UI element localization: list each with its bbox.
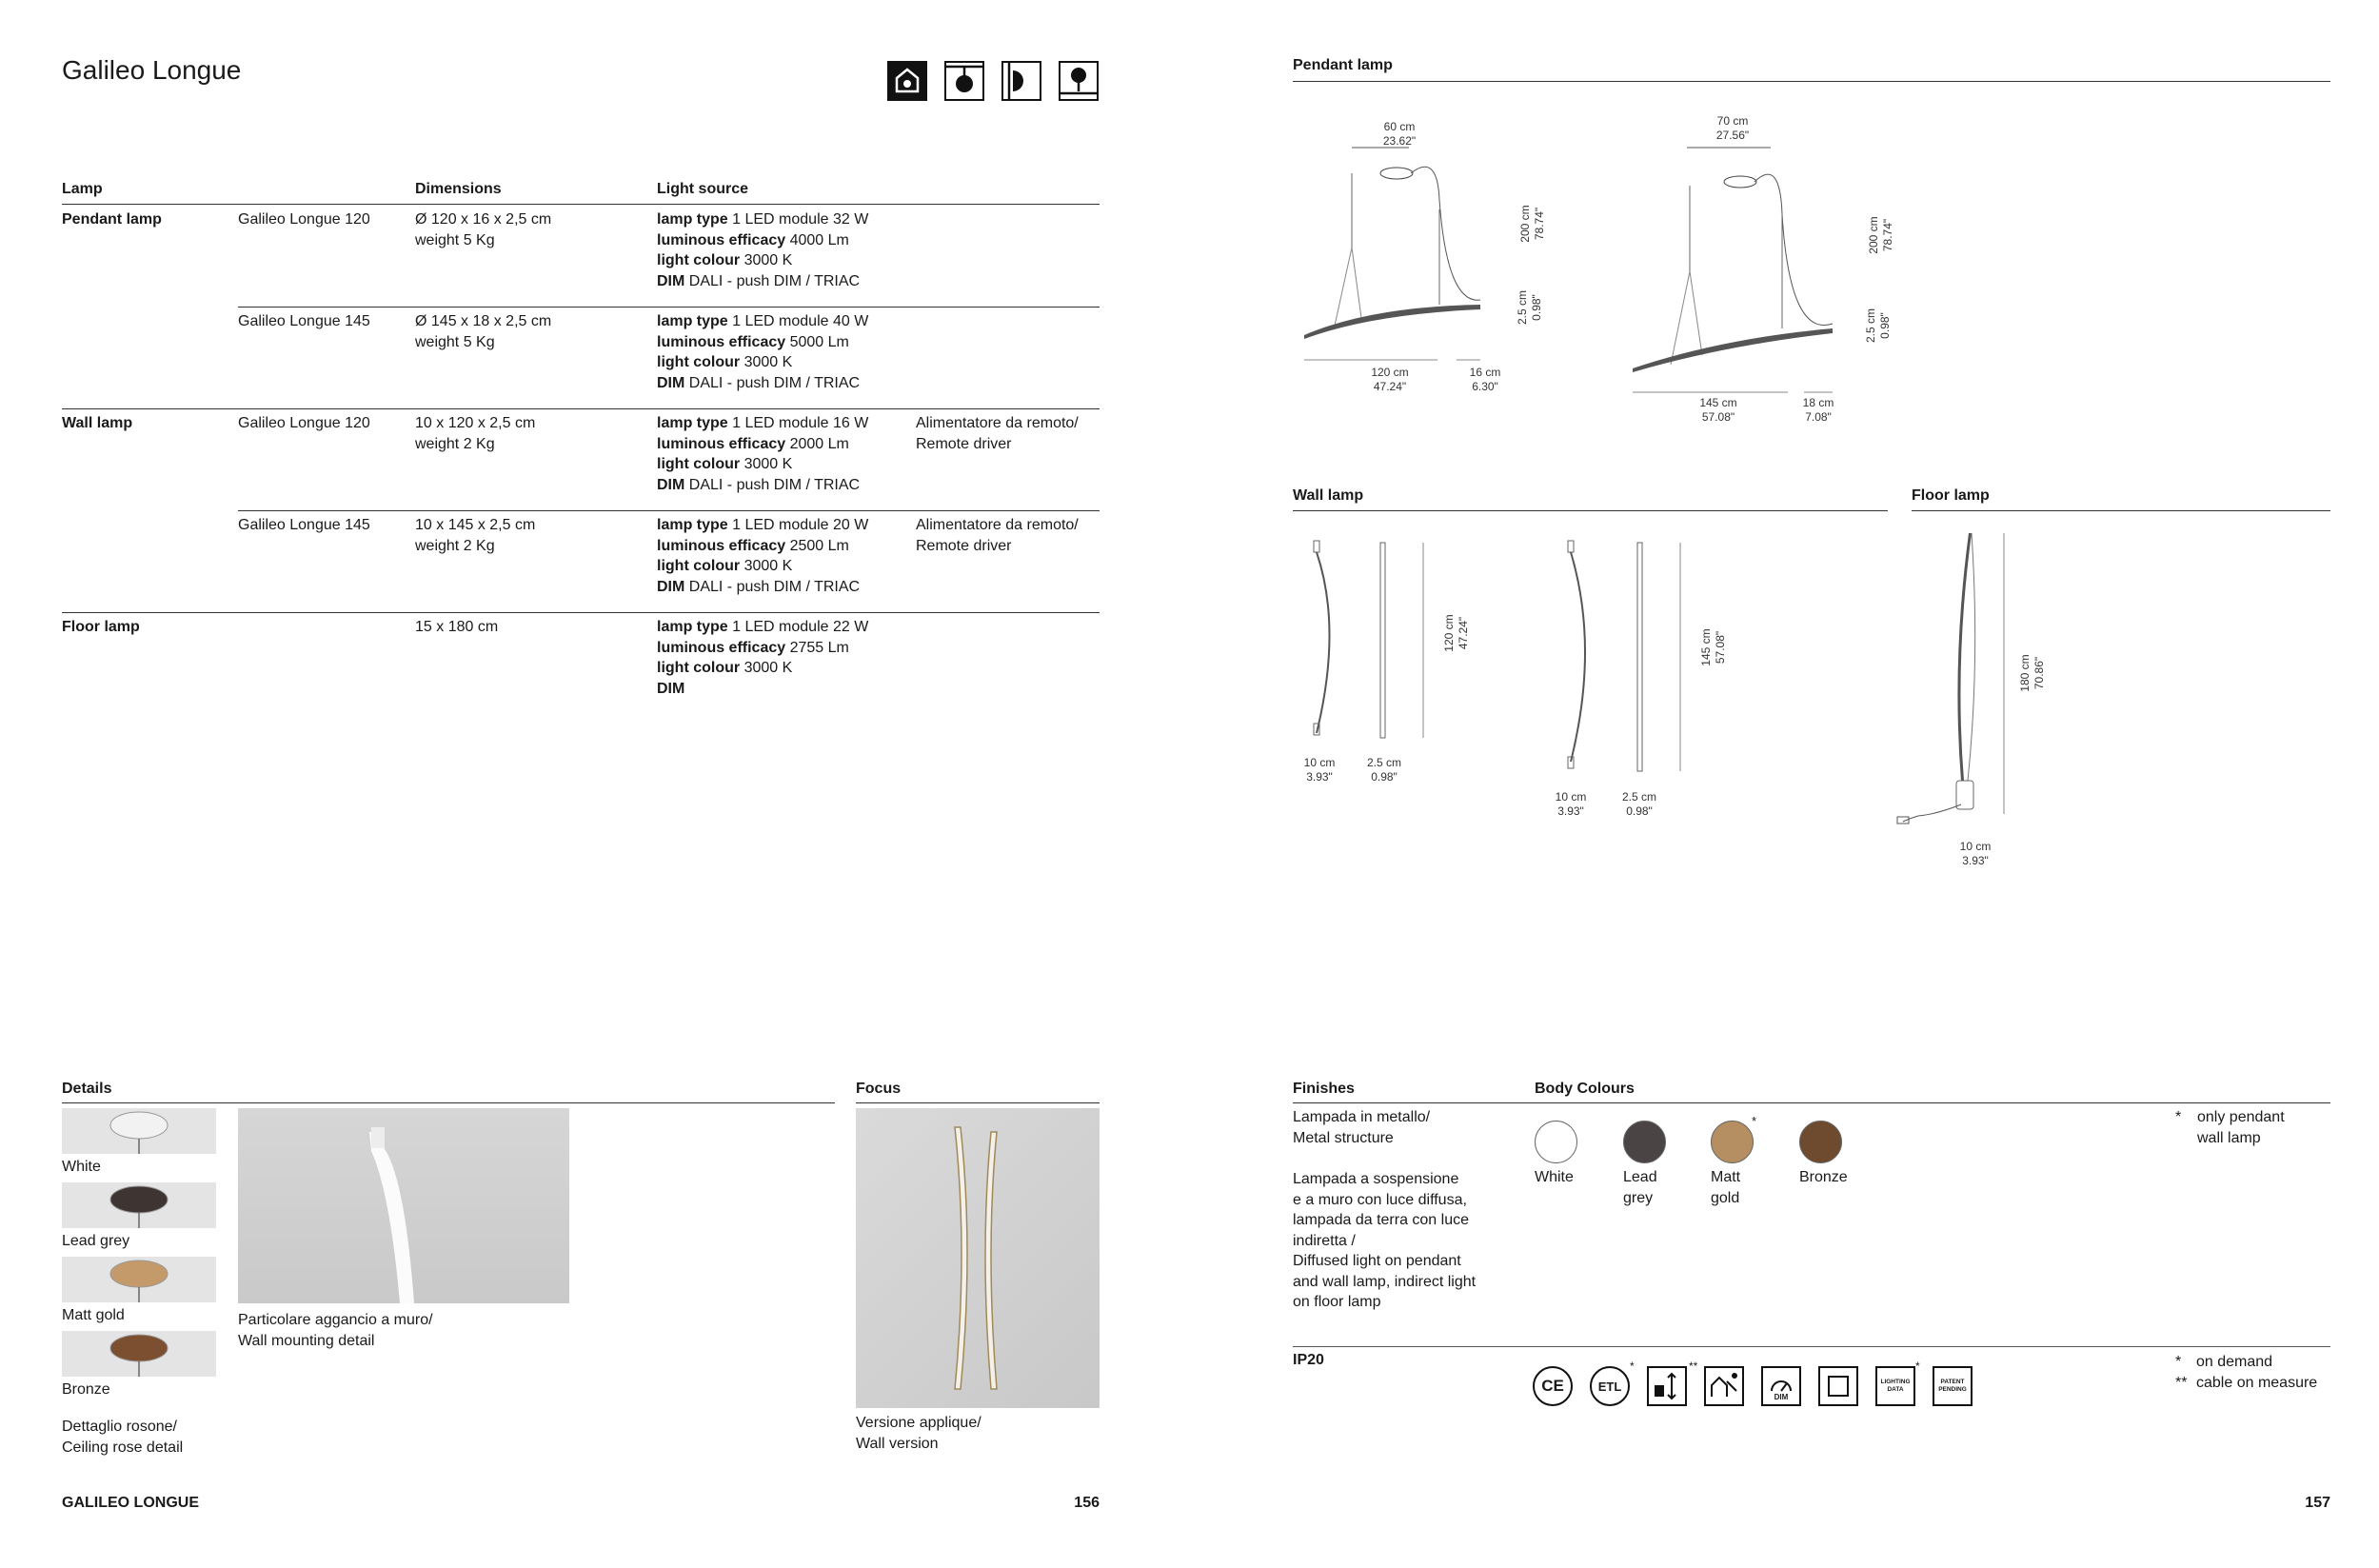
floor-width-dim: 10 cm 3.93" xyxy=(1959,840,1992,867)
body-colour-label: Bronze xyxy=(1799,1169,1848,1185)
body-colour-label: Lead grey xyxy=(1623,1169,1657,1206)
pendant-icon xyxy=(944,61,984,101)
pendant-145-depth-dim: 18 cm 7.08" xyxy=(1802,396,1834,424)
row-light-source: lamp type 1 LED module 22 W luminous efficacy 2755 Lm light colour 3000 K DIM xyxy=(657,619,869,697)
class-ii-icon xyxy=(1818,1366,1858,1406)
focus-header: Focus xyxy=(856,1081,902,1097)
row-note: Alimentatore da remoto/ Remote driver xyxy=(916,517,1079,554)
wall-145-thickness-dim: 2.5 cm 0.98" xyxy=(1621,790,1656,818)
finishes-header: Finishes xyxy=(1293,1081,1355,1097)
row-light-source: lamp type 1 LED module 16 W luminous efficacy 2000 Lm light colour 3000 K DIM DALI - push DIM / TRIAC xyxy=(657,415,869,493)
wall-145-drawing xyxy=(1547,533,1699,781)
wall-mounting-caption: Particolare aggancio a muro/ Wall mounting detail xyxy=(238,1312,433,1349)
table-row-divider xyxy=(62,408,1100,409)
table-row-divider xyxy=(62,612,1100,613)
colour-note: only pendant wall lamp xyxy=(2197,1109,2285,1146)
lighting-data-star: * xyxy=(1915,1360,1920,1373)
wall-120-width-dim: 10 cm 3.93" xyxy=(1303,756,1336,784)
pendant-145-top-dim: 70 cm 27.56" xyxy=(1715,114,1750,142)
pendant-120-top-dim: 60 cm 23.62" xyxy=(1382,120,1417,148)
floor-header: Floor lamp xyxy=(1912,487,1990,504)
ceiling-rose-label: Bronze xyxy=(62,1381,110,1398)
ip-rating: IP20 xyxy=(1293,1352,1324,1368)
table-row-divider xyxy=(238,307,1100,308)
ceiling-rose-label: Matt gold xyxy=(62,1307,125,1323)
footer-title: GALILEO LONGUE xyxy=(62,1495,199,1511)
pendant-145-drawing xyxy=(1618,109,1866,395)
ceiling-rose-photo xyxy=(62,1182,216,1228)
pendant-145-height-dim: 200 cm 78.74" xyxy=(1867,216,1894,254)
row-dimensions: 10 x 120 x 2,5 cm weight 2 Kg xyxy=(415,415,536,452)
details-rule xyxy=(62,1102,835,1103)
pendant-header: Pendant lamp xyxy=(1293,57,1393,73)
ce-icon: CE xyxy=(1533,1366,1573,1406)
etl-star: * xyxy=(1630,1360,1635,1373)
row-model: Galileo Longue 120 xyxy=(238,211,370,228)
wall-120-thickness-dim: 2.5 cm 0.98" xyxy=(1366,756,1401,784)
footnotes: * on demand ** cable on measure xyxy=(2175,1354,2318,1391)
row-model: Galileo Longue 145 xyxy=(238,517,370,533)
ceiling-rose-photo xyxy=(62,1108,216,1154)
wall-version-photo xyxy=(856,1108,1100,1408)
body-colour-swatch xyxy=(1623,1121,1666,1163)
table-header-rule xyxy=(62,204,1100,205)
row-category: Pendant lamp xyxy=(62,211,162,228)
dim-icon: DIM xyxy=(1761,1366,1801,1406)
body-colour-swatch xyxy=(1711,1121,1754,1163)
wall-header: Wall lamp xyxy=(1293,487,1364,504)
floor-drawing xyxy=(1890,528,2032,833)
ceiling-rose-label: Lead grey xyxy=(62,1233,130,1249)
table-row-divider xyxy=(238,510,1100,511)
page-number-right: 157 xyxy=(2305,1495,2330,1511)
row-note: Alimentatore da remoto/ Remote driver xyxy=(916,415,1079,452)
table-header-dimensions: Dimensions xyxy=(415,181,502,197)
colour-note-mark: * xyxy=(2175,1109,2182,1125)
ip-rule xyxy=(1293,1346,2330,1347)
row-light-source: lamp type 1 LED module 32 W luminous efficacy 4000 Lm light colour 3000 K DIM DALI - push DIM / TRIAC xyxy=(657,211,869,289)
pendant-145-width-dim: 145 cm 57.08" xyxy=(1699,396,1737,424)
rose-caption: Dettaglio rosone/ Ceiling rose detail xyxy=(62,1419,184,1456)
ceiling-rose-photo xyxy=(62,1331,216,1377)
row-dimensions: 15 x 180 cm xyxy=(415,619,499,635)
pendant-120-width-dim: 120 cm 47.24" xyxy=(1371,366,1409,393)
pendant-120-depth-dim: 16 cm 6.30" xyxy=(1469,366,1501,393)
ceiling-rose-photo xyxy=(62,1257,216,1302)
row-dimensions: Ø 120 x 16 x 2,5 cm weight 5 Kg xyxy=(415,211,552,248)
table-header-light-source: Light source xyxy=(657,181,749,197)
body-colours-header: Body Colours xyxy=(1535,1081,1635,1097)
wall-120-drawing xyxy=(1295,533,1447,762)
row-dimensions: Ø 145 x 18 x 2,5 cm weight 5 Kg xyxy=(415,313,552,350)
pendant-rule xyxy=(1293,81,2330,82)
pendant-120-drawing xyxy=(1295,114,1523,362)
body-colour-swatch xyxy=(1535,1121,1577,1163)
finishes-rule xyxy=(1293,1102,2330,1103)
body-colour-swatch xyxy=(1799,1121,1842,1163)
etl-icon: ETL xyxy=(1590,1366,1630,1406)
floor-icon xyxy=(1059,61,1099,101)
row-category: Wall lamp xyxy=(62,415,133,431)
finishes-structure: Lampada in metallo/ Metal structure xyxy=(1293,1109,1431,1146)
pendant-120-thickness-dim: 2.5 cm 0.98" xyxy=(1516,290,1543,326)
lighting-data-icon: LIGHTING DATA xyxy=(1875,1366,1915,1406)
wall-145-height-dim: 145 cm 57.08" xyxy=(1699,628,1727,666)
row-category: Floor lamp xyxy=(62,619,140,635)
row-model: Galileo Longue 145 xyxy=(238,313,370,329)
wall-120-height-dim: 120 cm 47.24" xyxy=(1442,614,1470,652)
pendant-120-height-dim: 200 cm 78.74" xyxy=(1518,205,1546,243)
row-light-source: lamp type 1 LED module 20 W luminous efficacy 2500 Lm light colour 3000 K DIM DALI - push DIM / TRIAC xyxy=(657,517,869,595)
row-light-source: lamp type 1 LED module 40 W luminous efficacy 5000 Lm light colour 3000 K DIM DALI - push DIM / TRIAC xyxy=(657,313,869,391)
finishes-description: Lampada a sospensione e a muro con luce diffusa, lampada da terra con luce indiretta / Diffused light on pendant and wall lamp, indirect light on floor lamp xyxy=(1293,1171,1477,1310)
wall-mounting-photo xyxy=(238,1108,569,1303)
body-colour-label: Matt gold xyxy=(1711,1169,1741,1206)
wall-icon xyxy=(1001,61,1041,101)
ceiling-icon xyxy=(887,61,927,101)
ceiling-rose-label: White xyxy=(62,1159,101,1175)
focus-rule xyxy=(856,1102,1100,1103)
wall-145-width-dim: 10 cm 3.93" xyxy=(1555,790,1587,818)
cable-stars: ** xyxy=(1689,1360,1698,1373)
page-number-left: 156 xyxy=(1074,1495,1100,1511)
floor-height-dim: 180 cm 70.86" xyxy=(2018,654,2046,692)
wall-rule xyxy=(1293,510,1888,511)
table-header-lamp: Lamp xyxy=(62,181,103,197)
patent-pending-icon: PATENT PENDING xyxy=(1933,1366,1973,1406)
row-model: Galileo Longue 120 xyxy=(238,415,370,431)
page-title: Galileo Longue xyxy=(62,55,242,85)
wall-version-caption: Versione applique/ Wall version xyxy=(856,1415,981,1452)
rated-location-icon xyxy=(1704,1366,1744,1406)
cable-icon xyxy=(1647,1366,1687,1406)
pendant-145-thickness-dim: 2.5 cm 0.98" xyxy=(1864,308,1892,344)
floor-rule xyxy=(1912,510,2330,511)
row-dimensions: 10 x 145 x 2,5 cm weight 2 Kg xyxy=(415,517,536,554)
details-header: Details xyxy=(62,1081,112,1097)
body-colour-star: * xyxy=(1752,1114,1757,1128)
body-colour-label: White xyxy=(1535,1169,1574,1185)
